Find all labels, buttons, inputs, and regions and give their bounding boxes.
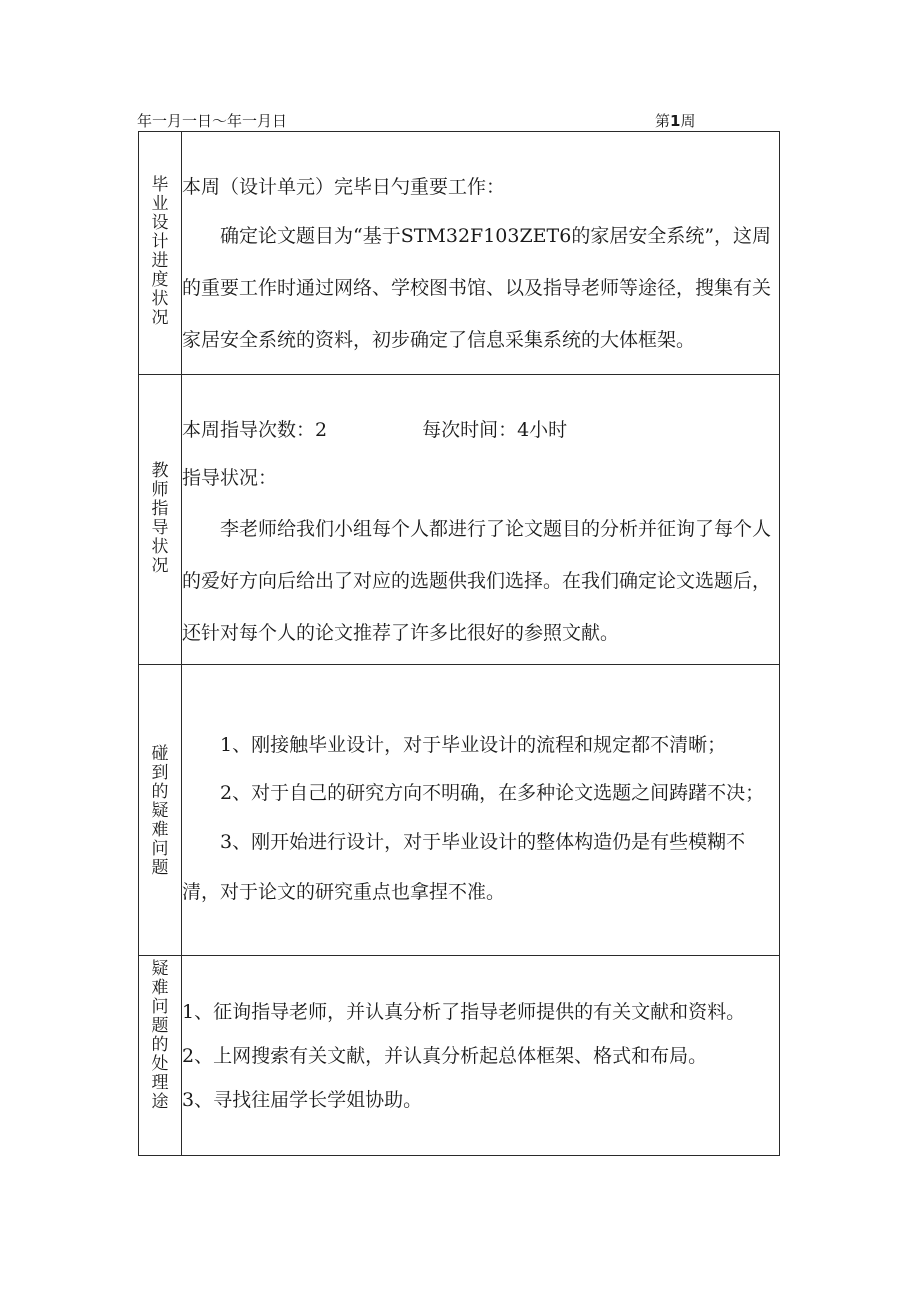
week-indicator xyxy=(655,111,695,131)
progress-body: 确定论文题目为“基于STM32F103ZET6的家居安全系统”，这周的重要工作时通过网络、学校图书馆、以及指导老师等途径，搜集有关家居安全系统的资料，初步确定了信息采集系统的大体框架。 xyxy=(182,225,772,351)
weekly-log-table xyxy=(138,131,780,1156)
problems-row xyxy=(139,665,780,956)
problems-label: 碰到的疑难问题 xyxy=(151,744,169,878)
guidance-count: 本周指导次数：2 xyxy=(182,419,328,441)
week-suffix: 周 xyxy=(680,112,696,130)
guidance-status-label: 指导状况： xyxy=(182,467,278,489)
guidance-label-cell xyxy=(139,375,182,665)
solutions-content-cell xyxy=(182,956,780,1156)
solution-item: 3、寻找往届学长学姐协助。 xyxy=(182,1089,423,1111)
guidance-content-cell xyxy=(182,375,780,665)
progress-content-cell xyxy=(182,132,780,375)
week-number: 1 xyxy=(670,112,681,130)
solution-item: 1、征询指导老师，并认真分析了指导老师提供的有关文献和资料。 xyxy=(182,1001,746,1023)
solutions-label-cell xyxy=(139,956,182,1156)
solutions-row xyxy=(139,956,780,1156)
week-prefix: 第 xyxy=(655,112,671,130)
date-range: 年一月一日～年一月日 xyxy=(137,112,288,130)
solutions-label: 疑难问题的处理途 xyxy=(151,959,169,1112)
progress-intro: 本周（设计单元）完毕日勺重要工作： xyxy=(182,176,506,198)
problems-content-cell xyxy=(182,665,780,956)
guidance-label: 教师指导状况 xyxy=(151,461,169,576)
problem-item: 1、刚接触毕业设计，对于毕业设计的流程和规定都不清晰； xyxy=(220,734,727,756)
guidance-time: 每次时间：4小时 xyxy=(422,419,568,441)
problem-item: 3、刚开始进行设计，对于毕业设计的整体构造仍是有些模糊不清，对于论文的研究重点也拿捏不准。 xyxy=(182,831,746,903)
problem-item: 2、对于自己的研究方向不明确，在多种论文选题之间踌躇不决； xyxy=(220,782,765,804)
progress-label: 毕业设计进度状况 xyxy=(151,175,169,328)
progress-row xyxy=(139,132,780,375)
guidance-count-row xyxy=(182,407,779,453)
guidance-body: 李老师给我们小组每个人都进行了论文题目的分析并征询了每个人的爱好方向后给出了对应的选题供我们选择。在我们确定论文选题后，还针对每个人的论文推荐了许多比很好的参照文献。 xyxy=(182,518,772,644)
problems-label-cell xyxy=(139,665,182,956)
progress-label-cell xyxy=(139,132,182,375)
guidance-row xyxy=(139,375,780,665)
solution-item: 2、上网搜索有关文献，并认真分析起总体框架、格式和布局。 xyxy=(182,1045,708,1067)
